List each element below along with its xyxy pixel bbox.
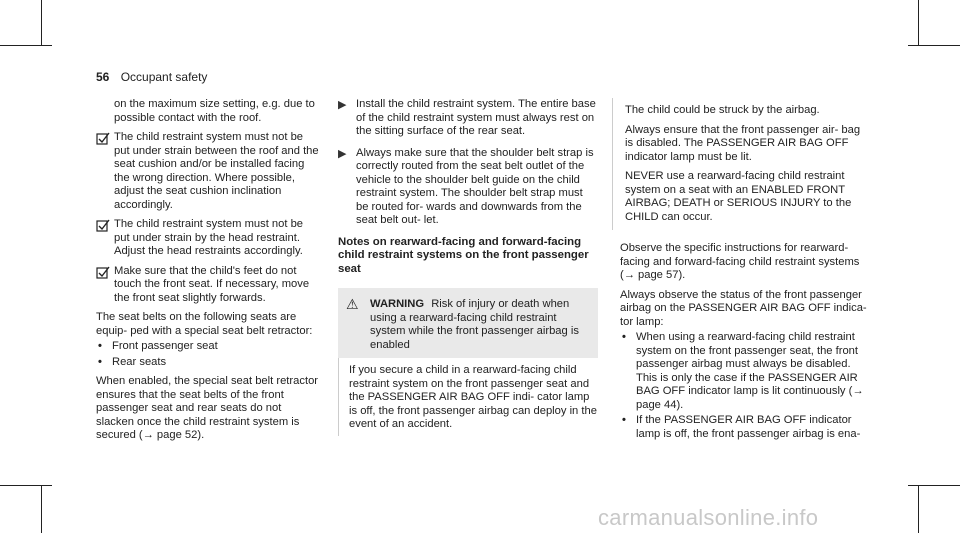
bullet-icon: •: [98, 355, 102, 368]
instruction-step: [338, 147, 598, 228]
list-item: [620, 414, 870, 441]
paragraph: Always ensure that the front passenger air- bag is disabled. The PASSENGER AIR BAG OFF indicator lamp must be lit.: [625, 123, 861, 163]
list-item-text: Rear seats: [112, 355, 167, 368]
warning-title: Risk of injury or death when using a rearward-facing child restraint system while the front passenger airbag is enabled: [370, 298, 579, 351]
warning-icon: ⚠: [346, 296, 359, 312]
bullet-icon: •: [622, 414, 626, 426]
warning-box: [338, 288, 598, 436]
page-number: 56: [96, 70, 110, 84]
step-text: Install the child restraint system. The entire base of the child restraint system must always rest on the sitting surface of the rear seat.: [356, 98, 596, 137]
paragraph: When enabled, the special seat belt retractor ensures that the seat belts of the front passenger seat and rear seats do not slacken once the child restraint system is secured (→ page 52).: [96, 375, 319, 441]
section-heading: Notes on rearward-facing and forward-facing child restraint systems on the front passenger seat: [338, 235, 589, 275]
paragraph: The child could be struck by the airbag.: [625, 104, 820, 116]
column-3: [620, 98, 870, 443]
column-1: [96, 98, 320, 449]
crop-mark: [908, 485, 960, 486]
list-item: [96, 356, 320, 370]
list-item-text: If the PASSENGER AIR BAG OFF indicator lamp is off, the front passenger airbag is ena-: [636, 414, 861, 440]
list-item: [620, 331, 870, 412]
checklist-text: The child restraint system must not be put under strain between the roof and the seat cushion and/or be installed facing the wrong direction. Where possible, adjust the seat cushion inclination accordingly.: [114, 131, 319, 211]
page-header: [96, 70, 207, 84]
crop-mark: [918, 0, 919, 46]
bullet-icon: •: [98, 340, 102, 352]
paragraph: Observe the specific instructions for rearward- facing and forward-facing child restraint systems (→ page 57).: [620, 242, 860, 281]
checklist-text: The child restraint system must not be put under strain by the head restraint. Adjust the head restraints accordingly.: [114, 218, 304, 257]
checklist-item: [96, 218, 320, 259]
instruction-step: [338, 98, 598, 139]
list-item-text: When using a rearward-facing child restraint system on the front passenger seat, the front passenger airbag must always be disabled. This is only the case if the PASSENGER AIR BAG OFF indicator lamp is lit continuously (→ page 44).: [636, 331, 864, 411]
checkbox-icon: [96, 266, 110, 280]
section-title: Occupant safety: [120, 70, 208, 84]
warning-continuation: [612, 98, 870, 230]
crop-mark: [0, 485, 52, 486]
crop-mark: [41, 485, 42, 533]
step-arrow-icon: ▶: [338, 99, 347, 111]
checklist-item: [96, 265, 320, 306]
paragraph: NEVER use a rearward-facing child restraint system on a seat with an ENABLED FRONT AIRBAG; DEATH or SERIOUS INJURY to the CHILD can occur.: [625, 170, 852, 223]
crop-mark: [918, 485, 919, 533]
checkbox-icon: [96, 132, 110, 146]
warning-label: WARNING: [370, 298, 425, 310]
paragraph: on the maximum size setting, e.g. due to possible contact with the roof.: [114, 98, 315, 124]
paragraph: Always observe the status of the front passenger airbag on the PASSENGER AIR BAG OFF indica- tor lamp:: [620, 288, 867, 328]
warning-body: If you secure a child in a rearward-facing child restraint system on the front passenger seat and the PASSENGER AIR BAG OFF indi- cator lamp is off, the front passenger airbag can deploy in the event of an accident.: [338, 358, 598, 436]
list-item-text: Front passenger seat: [112, 340, 218, 352]
step-text: Always make sure that the shoulder belt strap is correctly routed from the seat belt outlet of the vehicle to the shoulder belt guide on the child restraint system. The shoulder belt strap must be routed for- wards and downwards from the seat belt out- let.: [356, 146, 594, 226]
column-2: [338, 98, 598, 436]
warning-header: [338, 288, 598, 358]
checklist-item: [96, 131, 320, 212]
checklist-text: Make sure that the child's feet do not touch the front seat. If necessary, move the front seat slightly forwards.: [114, 264, 310, 304]
checkbox-icon: [96, 219, 110, 233]
crop-mark: [0, 45, 52, 46]
watermark: carmanualsonline.info: [598, 505, 819, 530]
list-item: [96, 340, 320, 354]
crop-mark: [41, 0, 42, 46]
step-arrow-icon: ▶: [338, 147, 347, 160]
paragraph: The seat belts on the following seats are equip- ped with a special seat belt retractor:: [96, 311, 313, 337]
bullet-icon: •: [622, 331, 626, 343]
crop-mark: [908, 45, 960, 46]
